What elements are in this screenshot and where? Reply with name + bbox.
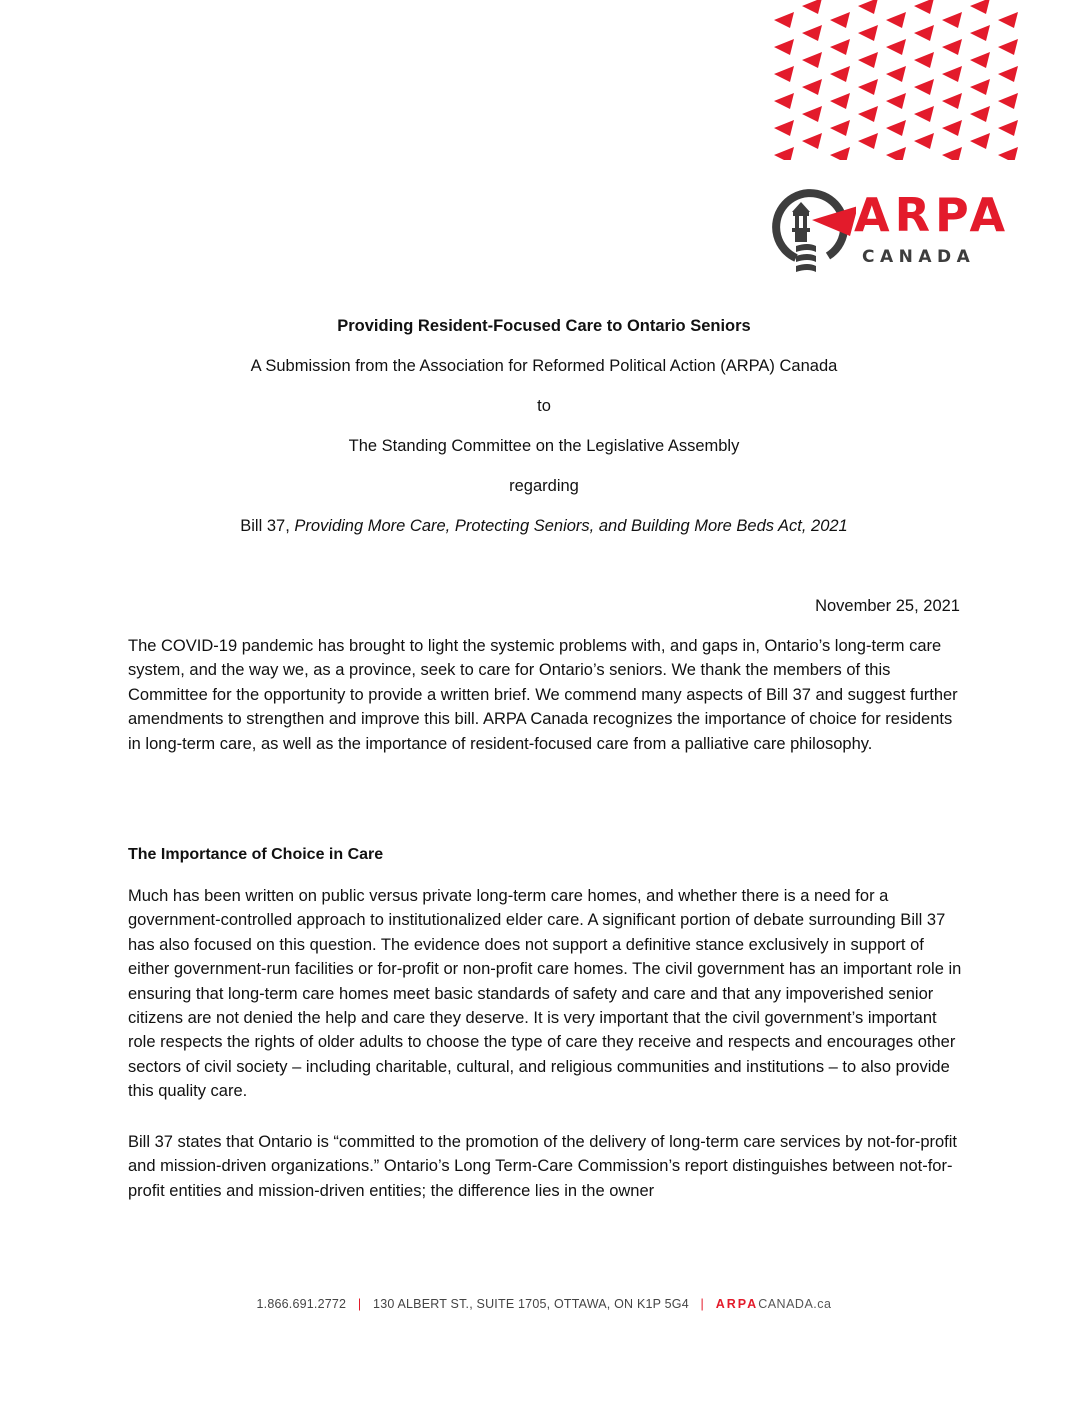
footer-separator: | <box>700 1297 704 1311</box>
regarding-line: regarding <box>509 477 579 495</box>
choice-paragraph: Much has been written on public versus private long-term care homes, and whether there is a need for a government-controlled approach to institutionalized elder care. A significant portion of debate surrounding Bill 37 has also focused on this question. The evidence does not support a definitive stance exclusively in support of either government-run facilities or for-profit or non-profit care homes. The civil government has an important role in ensuring that long-term care homes meet basic standards of safety and care and that any impoverished senior citizens are not denied the help and care they deserve. It is very important that the civil government’s important role respects the rights of older adults to choose the type of care they receive and respects and encourages other sectors of civil society – including charitable, cultural, and religious communities and institutions – to also provide this quality care. <box>128 887 962 1101</box>
lighthouse-icon <box>766 184 856 274</box>
section-heading: The Importance of Choice in Care <box>128 846 384 863</box>
bill-prefix: Bill 37, <box>240 517 295 535</box>
bill-title: Providing More Care, Protecting Seniors, and Building More Beds Act, 2021 <box>294 517 848 535</box>
footer-phone: 1.866.691.2772 <box>256 1297 347 1311</box>
bill-line <box>0 516 1088 536</box>
bill-statement-paragraph: Bill 37 states that Ontario is “committed to the promotion of the delivery of long-term care services by not-for-profit and mission-driven organizations.” Ontario’s Long Term-Care Commission’s report distinguishes between not-for-profit entities and mission-driven entities; the difference lies in the owner <box>128 1133 958 1200</box>
document-title: Providing Resident-Focused Care to Ontario Seniors <box>337 317 751 335</box>
footer-address: 130 ALBERT ST., SUITE 1705, OTTAWA, ON K1P 5G4 <box>373 1297 689 1311</box>
logo-subtitle: CANADA <box>862 247 976 267</box>
page-footer <box>0 1297 1088 1311</box>
logo-wordmark: ARPA <box>854 188 1011 242</box>
footer-separator: | <box>357 1297 362 1311</box>
to-line: to <box>537 397 551 415</box>
submission-line: A Submission from the Association for Reformed Political Action (ARPA) Canada <box>250 357 838 375</box>
red-triangle-pattern-icon <box>766 0 1026 160</box>
committee-line: The Standing Committee on the Legislative Assembly <box>348 437 740 455</box>
arpa-canada-logo <box>766 184 1026 274</box>
intro-paragraph: The COVID-19 pandemic has brought to light the systemic problems with, and gaps in, Ontario’s long-term care system, and the way we, as a province, seek to care for Ontario’s seniors. We thank the members of this Committee for the opportunity to provide a written brief. We commend many aspects of Bill 37 and suggest further amendments to strengthen and improve this bill. ARPA Canada recognizes the importance of choice for residents in long-term care, as well as the importance of resident-focused care from a palliative care philosophy. <box>128 637 958 753</box>
document-date: November 25, 2021 <box>815 597 960 615</box>
footer-website[interactable]: ARPACANADA.ca <box>715 1297 832 1311</box>
